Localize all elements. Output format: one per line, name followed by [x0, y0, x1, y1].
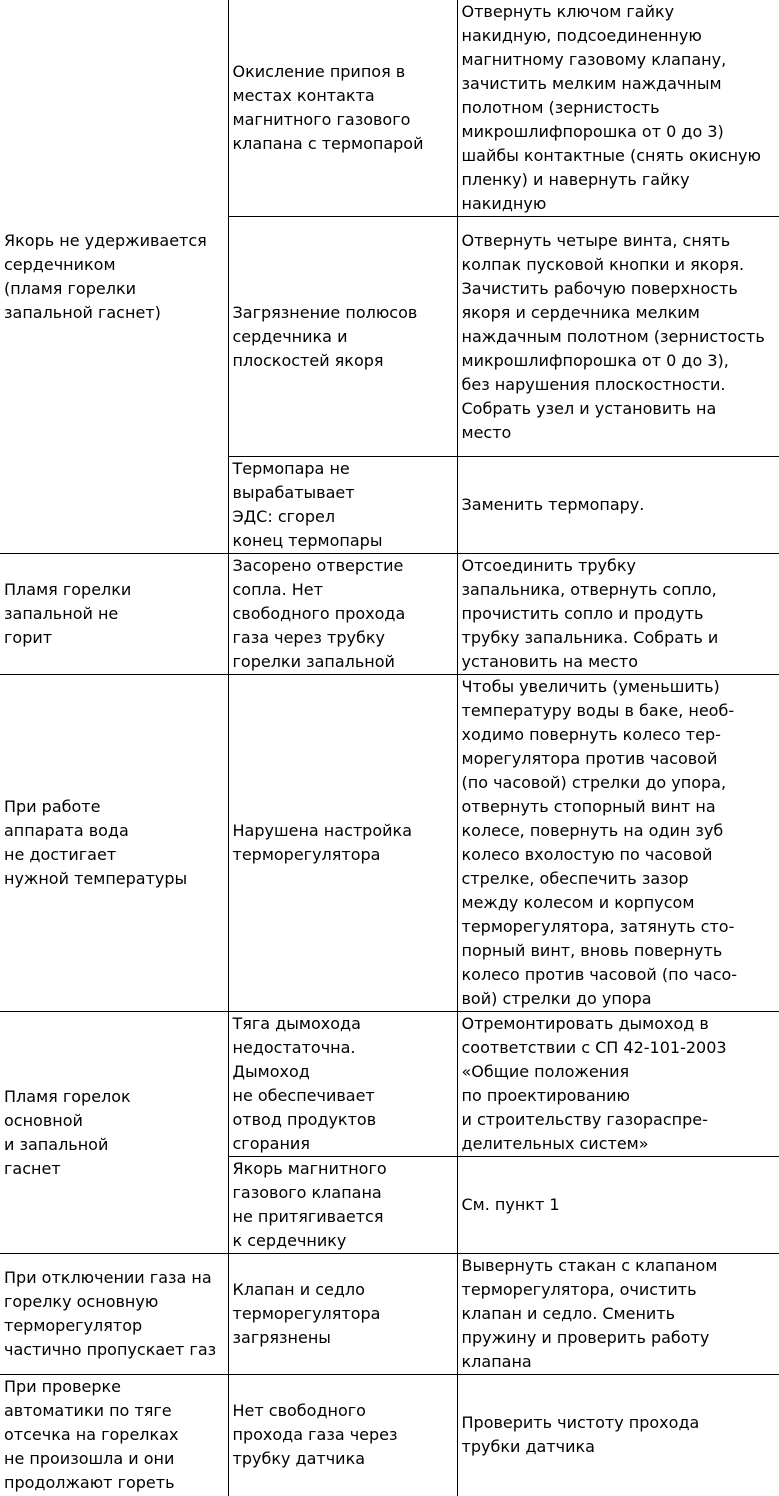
problem-cell: Пламя горелок основной и запальной гаснет	[0, 1012, 228, 1254]
remedy-cell: Отсоединить трубку запальника, отвернуть сопло, прочистить сопло и продуть трубку запальника. Собрать и установить на место	[457, 554, 779, 675]
remedy-cell: См. пункт 1	[457, 1157, 779, 1254]
remedy-cell: Заменить термопару.	[457, 457, 779, 554]
table-row	[0, 1375, 779, 1496]
cause-cell: Окисление припоя в местах контакта магнитного газового клапана с термопарой	[228, 0, 457, 217]
cause-cell: Нет свободного прохода газа через трубку датчика	[228, 1375, 457, 1496]
cause-cell: Засорено отверстие сопла. Нет свободного прохода газа через трубку горелки запальной	[228, 554, 457, 675]
remedy-cell: Отвернуть четыре винта, снять колпак пусковой кнопки и якоря. Зачистить рабочую поверхность якоря и сердечника мелким наждачным полотном (зернистость микрошлифпорошка от 0 до 3), без нарушения плоскостности. Собрать узел и установить на место	[457, 217, 779, 457]
cause-cell: Нарушена настройка терморегулятора	[228, 675, 457, 1012]
remedy-cell: Проверить чистоту прохода трубки датчика	[457, 1375, 779, 1496]
table-row	[0, 554, 779, 675]
cause-cell: Якорь магнитного газового клапана не притягивается к сердечнику	[228, 1157, 457, 1254]
table-row	[0, 1254, 779, 1375]
table-row	[0, 675, 779, 1012]
remedy-cell: Чтобы увеличить (уменьшить) температуру воды в баке, необ- ходимо повернуть колесо тер- морегулятора против часовой (по часовой) стрелки до упора, отвернуть стопорный винт на колесе, повернуть на один зуб колесо вхолостую по часовой стрелке, обеспечить зазор между колесом и корпусом терморегулятора, затянуть сто- порный винт, вновь повернуть колесо против часовой (по часо- вой) стрелки до упора	[457, 675, 779, 1012]
problem-cell: При работе аппарата вода не достигает нужной температуры	[0, 675, 228, 1012]
cause-cell: Термопара не вырабатывает ЭДС: сгорел конец термопары	[228, 457, 457, 554]
problem-cell: Пламя горелки запальной не горит	[0, 554, 228, 675]
problem-cell: При проверке автоматики по тяге отсечка на горелках не произошла и они продолжают гореть	[0, 1375, 228, 1496]
problem-cell: При отключении газа на горелку основную терморегулятор частично пропускает газ	[0, 1254, 228, 1375]
cause-cell: Тяга дымохода недостаточна. Дымоход не обеспечивает отвод продуктов сгорания	[228, 1012, 457, 1157]
remedy-cell: Отвернуть ключом гайку накидную, подсоединенную магнитному газовому клапану, зачистить мелким наждачным полотном (зернистость микрошлифпорошка от 0 до 3) шайбы контактные (снять окисную пленку) и навернуть гайку накидную	[457, 0, 779, 217]
remedy-cell: Отремонтировать дымоход в соответствии с СП 42-101-2003 «Общие положения по проектированию и строительству газораспре- делительных систем»	[457, 1012, 779, 1157]
cause-cell: Клапан и седло терморегулятора загрязнены	[228, 1254, 457, 1375]
cause-cell: Загрязнение полюсов сердечника и плоскостей якоря	[228, 217, 457, 457]
table-row	[0, 0, 779, 217]
problem-cell: Якорь не удерживается сердечником (пламя горелки запальной гаснет)	[0, 0, 228, 554]
table-row	[0, 1012, 779, 1157]
remedy-cell: Вывернуть стакан с клапаном терморегулятора, очистить клапан и седло. Сменить пружину и проверить работу клапана	[457, 1254, 779, 1375]
